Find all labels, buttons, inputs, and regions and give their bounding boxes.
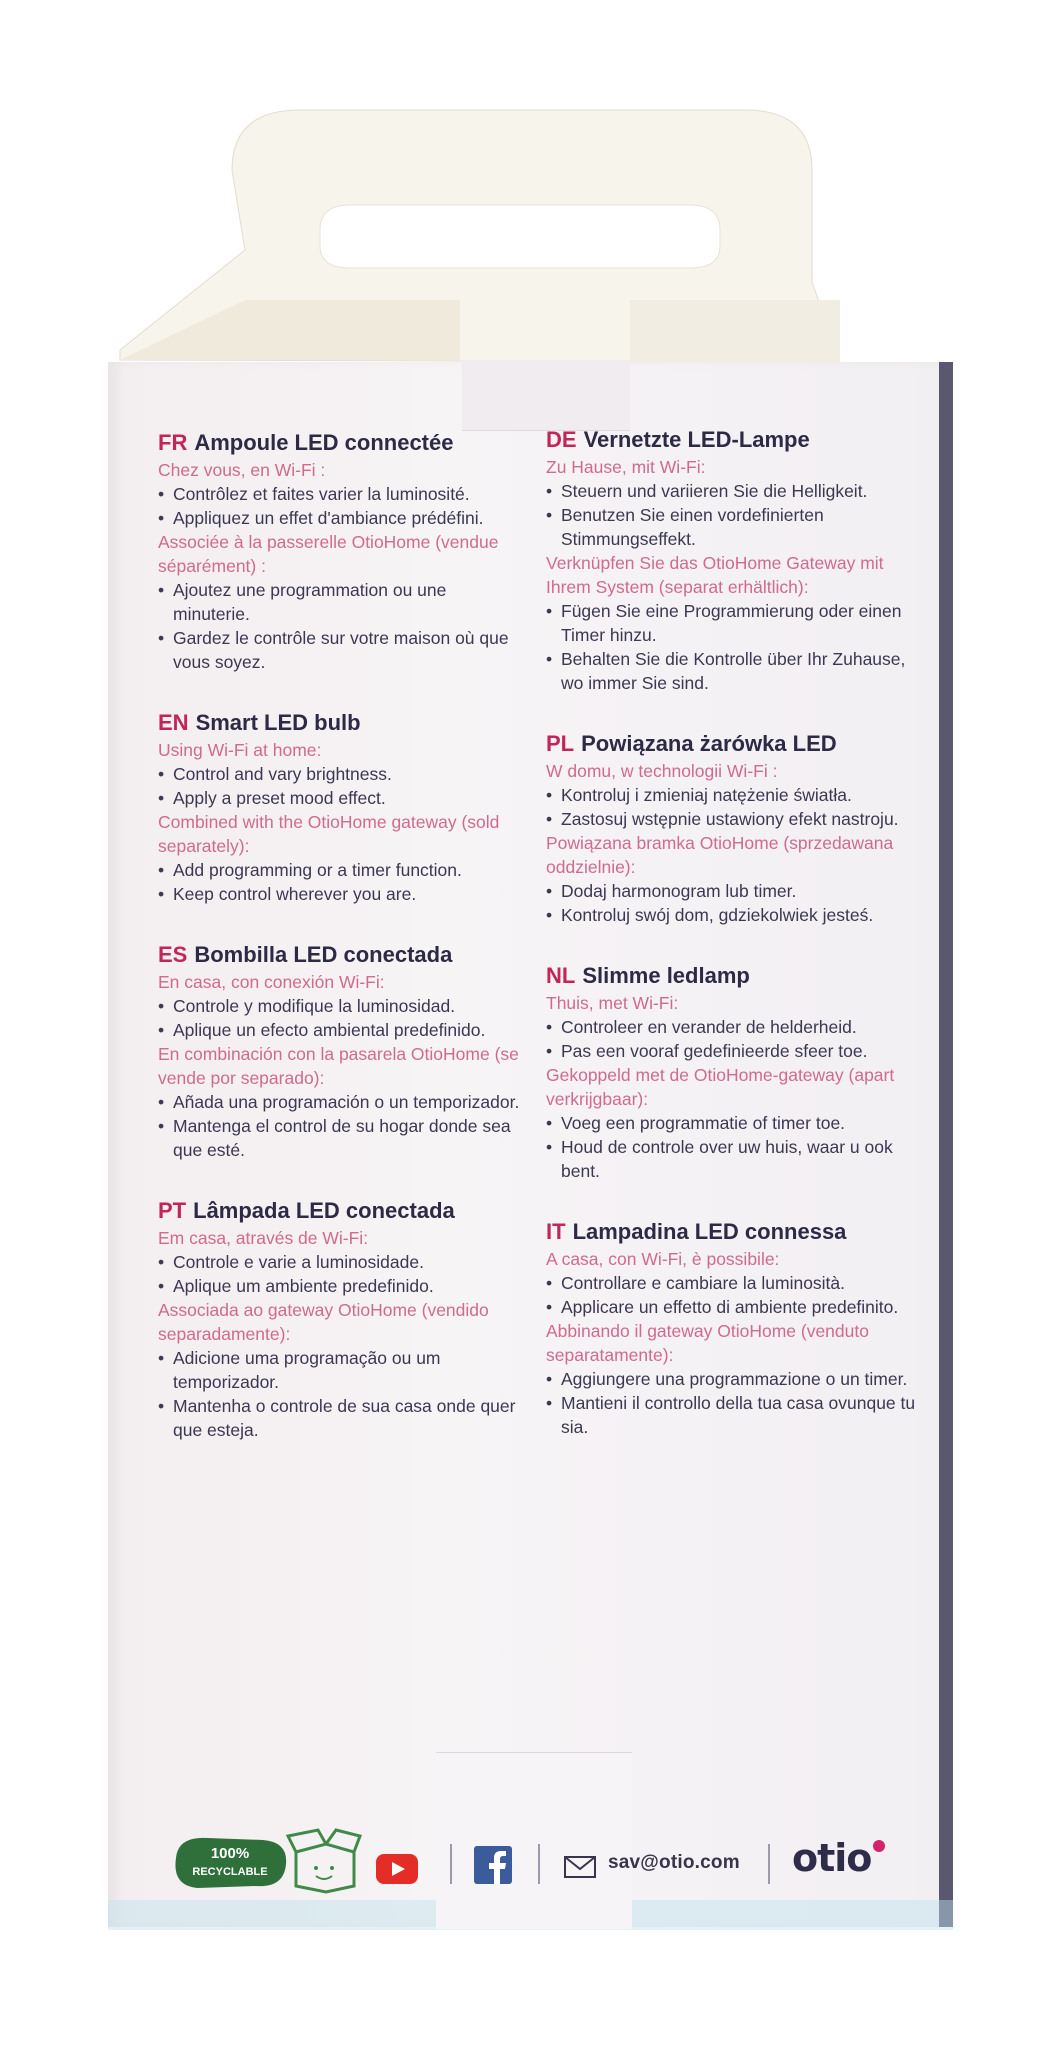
- feature-list: [158, 578, 528, 674]
- subtitle: Associée à la passerelle OtioHome (vendue séparément) :: [158, 532, 499, 576]
- feature-list: [158, 762, 528, 810]
- section-fr: [158, 428, 528, 674]
- feature-list: [546, 1367, 916, 1439]
- title-text: Powiązana żarówka LED: [581, 731, 837, 756]
- left-column: [158, 428, 528, 1476]
- package-footer: [160, 1816, 920, 1896]
- section-nl: [546, 961, 916, 1183]
- subtitle: Chez vous, en Wi-Fi :: [158, 460, 326, 480]
- feature-list: [158, 482, 528, 530]
- feature-list: [158, 1090, 528, 1162]
- feature-list: [546, 599, 916, 695]
- list-item: • Mantenha o controle de sua casa onde quer que esteja.: [158, 1394, 528, 1442]
- feature-list: [546, 479, 916, 551]
- list-item: • Mantieni il controllo della tua casa ovunque tu sia.: [546, 1391, 916, 1439]
- right-column: [546, 425, 916, 1473]
- feature-list: [546, 1015, 916, 1063]
- list-item: • Aplique um ambiente predefinido.: [158, 1274, 528, 1298]
- subtitle: Using Wi-Fi at home:: [158, 740, 322, 760]
- subtitle: Abbinando il gateway OtioHome (venduto separatamente):: [546, 1321, 869, 1365]
- list-item: • Controllare e cambiare la luminosità.: [546, 1271, 916, 1295]
- section-en: [158, 708, 528, 906]
- title-text: Vernetzte LED-Lampe: [583, 427, 810, 452]
- subtitle: Associada ao gateway OtioHome (vendido separadamente):: [158, 1300, 489, 1344]
- list-item: • Aplique un efecto ambiental predefinido.: [158, 1018, 528, 1042]
- subtitle: En casa, con conexión Wi-Fi:: [158, 972, 385, 992]
- list-item: • Fügen Sie eine Programmierung oder einen Timer hinzu.: [546, 599, 916, 647]
- language-code: ES: [158, 942, 188, 967]
- divider: [450, 1844, 452, 1884]
- list-item: • Steuern und variieren Sie die Helligkeit.: [546, 479, 916, 503]
- list-item: • Controleer en verander de helderheid.: [546, 1015, 916, 1039]
- title-text: Lâmpada LED conectada: [193, 1198, 455, 1223]
- subtitle: W domu, w technologii Wi-Fi :: [546, 761, 778, 781]
- feature-list: [546, 1271, 916, 1319]
- language-code: NL: [546, 963, 576, 988]
- list-item: • Mantenga el control de su hogar donde sea que esté.: [158, 1114, 528, 1162]
- brand-dot: [873, 1840, 885, 1852]
- list-item: • Voeg een programmatie of timer toe.: [546, 1111, 916, 1135]
- language-code: FR: [158, 430, 188, 455]
- list-item: • Behalten Sie die Kontrolle über Ihr Zuhause, wo immer Sie sind.: [546, 647, 916, 695]
- title-text: Ampoule LED connectée: [194, 430, 454, 455]
- youtube-icon[interactable]: [376, 1854, 418, 1884]
- section-title: [158, 428, 528, 458]
- feature-list: [546, 783, 916, 831]
- language-code: PT: [158, 1198, 187, 1223]
- list-item: • Kontroluj swój dom, gdziekolwiek jesteś.: [546, 903, 916, 927]
- section-title: [158, 708, 528, 738]
- list-item: • Kontroluj i zmieniaj natężenie światła.: [546, 783, 916, 807]
- subtitle: Em casa, através de Wi-Fi:: [158, 1228, 369, 1248]
- facebook-icon[interactable]: [474, 1846, 512, 1884]
- badge-label: RECYCLABLE: [192, 1866, 268, 1878]
- subtitle: Gekoppeld met de OtioHome-gateway (apart verkrijgbaar):: [546, 1065, 895, 1109]
- list-item: • Adicione uma programação ou um temporizador.: [158, 1346, 528, 1394]
- list-item: • Dodaj harmonogram lub timer.: [546, 879, 916, 903]
- section-pt: [158, 1196, 528, 1442]
- list-item: • Gardez le contrôle sur votre maison où que vous soyez.: [158, 626, 528, 674]
- title-text: Bombilla LED conectada: [194, 942, 453, 967]
- contact-email[interactable]: sav@otio.com: [608, 1852, 740, 1873]
- brand-logo: otio: [792, 1836, 872, 1880]
- title-text: Smart LED bulb: [195, 710, 361, 735]
- section-es: [158, 940, 528, 1162]
- list-item: • Ajoutez une programmation ou une minuterie.: [158, 578, 528, 626]
- section-it: [546, 1217, 916, 1439]
- list-item: • Applicare un effetto di ambiente predefinito.: [546, 1295, 916, 1319]
- title-text: Lampadina LED connessa: [572, 1219, 847, 1244]
- list-item: • Control and vary brightness.: [158, 762, 528, 786]
- list-item: • Pas een vooraf gedefinieerde sfeer toe.: [546, 1039, 916, 1063]
- list-item: • Benutzen Sie einen vordefinierten Stimmungseffekt.: [546, 503, 916, 551]
- list-item: • Zastosuj wstępnie ustawiony efekt nastroju.: [546, 807, 916, 831]
- language-code: DE: [546, 427, 577, 452]
- divider: [538, 1844, 540, 1884]
- feature-list: [546, 1111, 916, 1183]
- subtitle: En combinación con la pasarela OtioHome (se vende por separado):: [158, 1044, 519, 1088]
- subtitle: Zu Hause, mit Wi-Fi:: [546, 457, 706, 477]
- section-title: [158, 940, 528, 970]
- subtitle: Thuis, met Wi-Fi:: [546, 993, 679, 1013]
- list-item: • Keep control wherever you are.: [158, 882, 528, 906]
- title-text: Slimme ledlamp: [582, 963, 750, 988]
- list-item: • Apply a preset mood effect.: [158, 786, 528, 810]
- badge-percent: 100%: [210, 1845, 250, 1862]
- subtitle: Powiązana bramka OtioHome (sprzedawana oddzielnie):: [546, 833, 894, 877]
- section-title: [158, 1196, 528, 1226]
- list-item: • Controle y modifique la luminosidad.: [158, 994, 528, 1018]
- list-item: • Contrôlez et faites varier la luminosité.: [158, 482, 528, 506]
- list-item: • Aggiungere una programmazione o un timer.: [546, 1367, 916, 1391]
- feature-list: [158, 858, 528, 906]
- list-item: • Add programming or a timer function.: [158, 858, 528, 882]
- subtitle: Combined with the OtioHome gateway (sold separately):: [158, 812, 500, 856]
- list-item: • Añada una programación o un temporizador.: [158, 1090, 528, 1114]
- recycle-box-icon: [286, 1822, 362, 1894]
- feature-list: [158, 1250, 528, 1298]
- list-item: • Appliquez un effet d'ambiance prédéfini.: [158, 506, 528, 530]
- section-title: [546, 961, 916, 991]
- list-item: • Houd de controle over uw huis, waar u ook bent.: [546, 1135, 916, 1183]
- language-code: EN: [158, 710, 189, 735]
- feature-list: [158, 994, 528, 1042]
- language-code: IT: [546, 1219, 566, 1244]
- subtitle: A casa, con Wi-Fi, è possibile:: [546, 1249, 780, 1269]
- hanger-tab: [0, 0, 1048, 420]
- section-pl: [546, 729, 916, 927]
- feature-list: [158, 1346, 528, 1442]
- language-code: PL: [546, 731, 575, 756]
- section-de: [546, 425, 916, 695]
- package-top-tab: [462, 360, 630, 431]
- divider: [768, 1844, 770, 1884]
- mail-icon: [564, 1856, 596, 1878]
- feature-list: [546, 879, 916, 927]
- subtitle: Verknüpfen Sie das OtioHome Gateway mit Ihrem System (separat erhältlich):: [546, 553, 884, 597]
- section-title: [546, 1217, 916, 1247]
- section-title: [546, 425, 916, 455]
- section-title: [546, 729, 916, 759]
- list-item: • Controle e varie a luminosidade.: [158, 1250, 528, 1274]
